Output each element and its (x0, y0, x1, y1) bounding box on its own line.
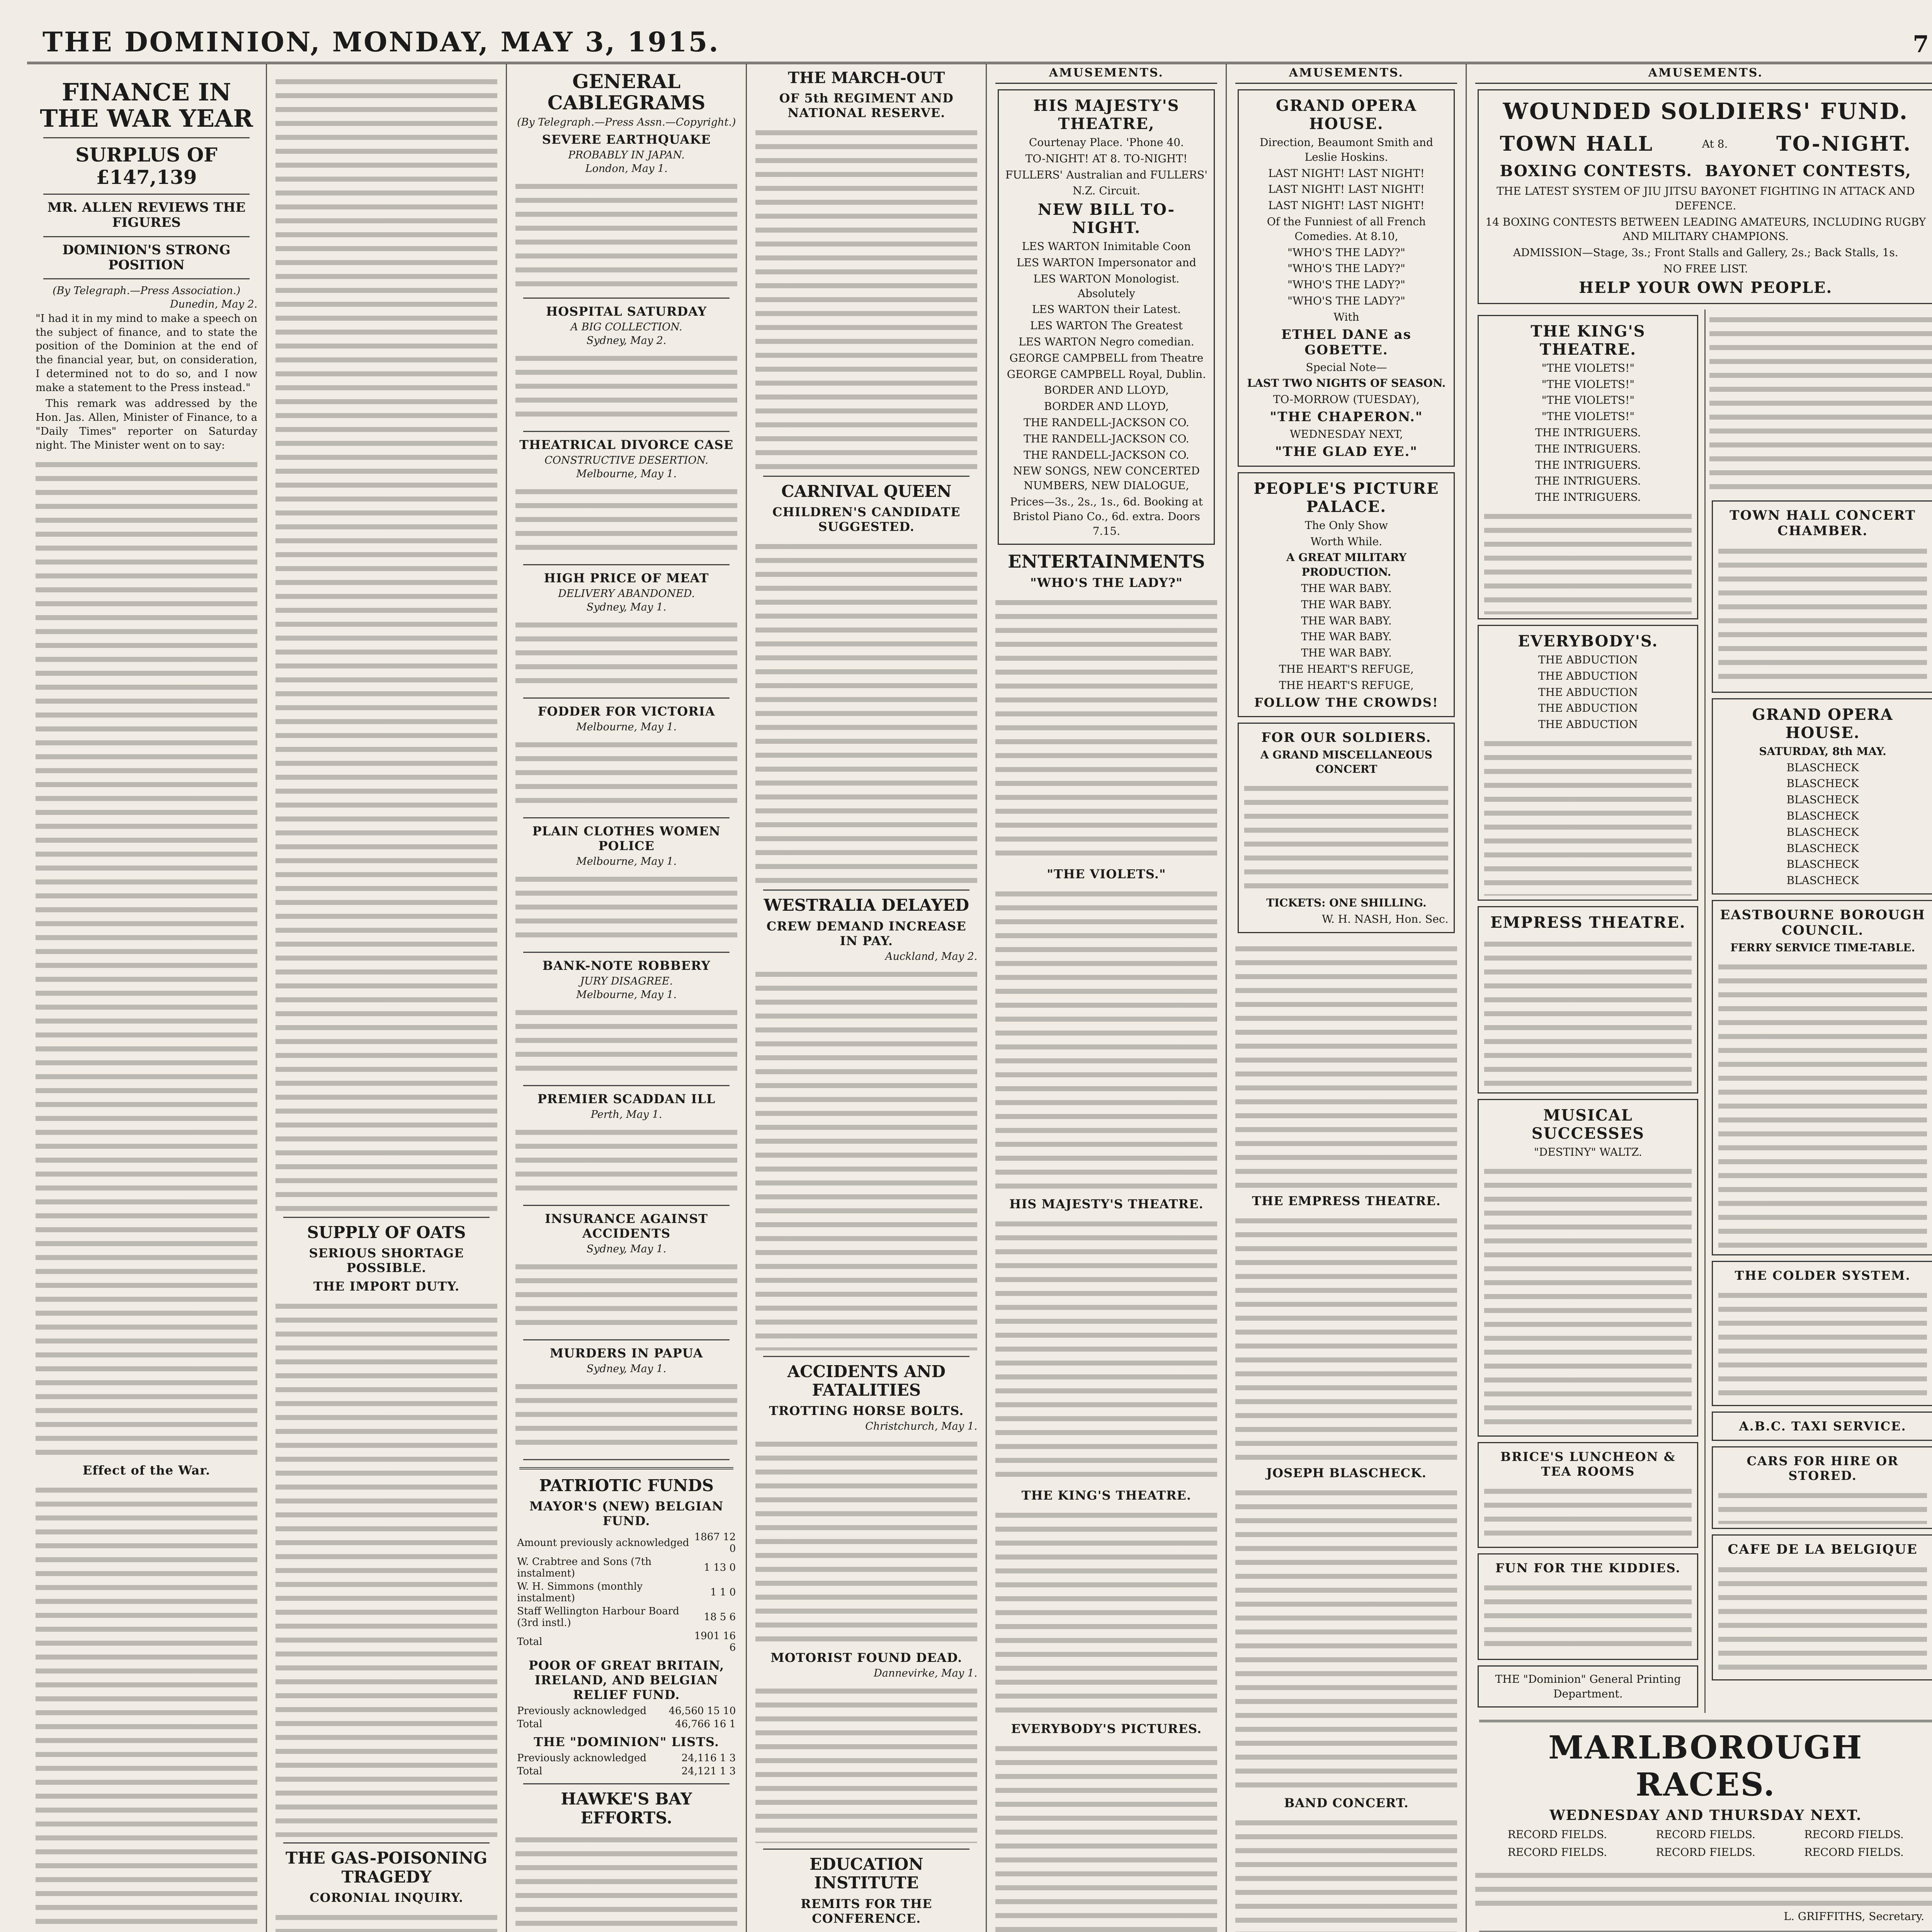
ad-line: LAST NIGHT! LAST NIGHT! (1268, 167, 1425, 180)
ad-line: THE ABDUCTION (1538, 653, 1638, 666)
headline-carnival: CARNIVAL QUEEN (781, 482, 952, 501)
deck-education: REMITS FOR THE CONFERENCE. (801, 1896, 932, 1926)
divider (523, 697, 730, 699)
fund-amount: 24,116 1 3 (681, 1752, 736, 1764)
body-text (515, 615, 737, 692)
record-fields: RECORD FIELDS. (1804, 1828, 1904, 1841)
body-text (755, 1681, 977, 1843)
table-row (515, 1704, 737, 1718)
deck-trotting: TROTTING HORSE BOLTS. (769, 1403, 964, 1418)
deck-inquiry: CORONIAL INQUIRY. (310, 1890, 464, 1905)
cable-list (515, 132, 737, 1460)
fund-item: Amount previously acknowledged (517, 1537, 689, 1549)
body-text (515, 1257, 737, 1334)
ad-line: "WHO'S THE LADY?" (1287, 294, 1405, 307)
act-line: GEORGE CAMPBELL Royal, Dublin. (1007, 367, 1206, 381)
ad-line: THE INTRIGUERS. (1535, 442, 1641, 455)
ad-line: THE WAR BABY. (1301, 582, 1392, 595)
column-cablegrams (507, 64, 747, 1932)
body-text (515, 1122, 737, 1199)
deck-oats: SERIOUS SHORTAGE POSSIBLE. (309, 1246, 464, 1276)
act-line: LES WARTON their Latest. (1032, 303, 1181, 316)
column-advertisements: AMUSEMENTS. WOUNDED SOLDIERS' FUND. TOWN HALL At 8. TO-NIGHT. BOXING CONTESTS. BAYONET CONTESTS, THE LATEST SYSTEM OF JIU JITSU BAYONET FIGHTING IN ATTACK AND DEFENCE. 14 BOXING CONTESTS BETWEEN LEADING AMATEURS, INCLUDING RUGBY AND MILITARY CHAMPIONS. ADMISSION—Stage, 3s.; Front Stalls and Gallery, 2s.; Back Stalls, 1s. NO FREE LIST. HELP YOUR OWN PEOPLE. THE KING'S THEATRE. "THE VIOLETS!" "THE VIOLETS!" "THE VIOLETS!" "THE VIOLETS!" THE INTRIGUERS. THE INTRIGUERS. THE INTRIGUERS. THE INTRIGUERS. THE INTRIGUERS. EVERYBODY'S. THE ABDUCTION THE ABDUCTION THE ABDUCTION THE ABDUCTION THE ABDUCTION EMPRESS THEATRE. MUSICAL SUCCESSES "DESTINY" WALTZ. BRICE'S LUNCHEON & TEA ROOMS FUN FOR THE KIDDIES. THE "Dominion" General Printing Department. TOWN HALL CONCERT CHAMBER. GRAND OPERA HOUSE. SATURDAY, 8th MAY. BLASCHECK BLASCHECK BLASCHECK BLASCHECK BLASCHECK BLASCHECK BLASCHECK BLASCHECK EASTBOURNE BOROUGH COUNCIL. FERRY SERVICE TIME-TABLE. THE COLDER SYSTEM. A.B.C. TAXI SERVICE. CARS FOR HIRE OR STORED. CAFE DE LA BELGIQUE MARLBOROUGH RACES. WEDNESDAY AND THURSDAY NEXT. RECORD FIELDS. RECORD FIELDS. RECORD FIELDS. RECORD FIELDS. RECORD FIELDS. RECORD FIELDS. L. GRIFFITHS, Secretary. (1467, 64, 1932, 1932)
body-text (276, 1907, 497, 1932)
ad-line: BLASCHECK (1786, 874, 1859, 887)
fund-table (515, 1752, 737, 1778)
ad-dominion-printing: THE "Dominion" General Printing Department. (1478, 1665, 1698, 1708)
cable-sub: DELIVERY ABANDONED. (558, 588, 695, 600)
column-amusements-1: AMUSEMENTS. HIS MAJESTY'S THEATRE, Courtenay Place. 'Phone 40. TO-NIGHT! AT 8. TO-NIGHT! FULLERS' Australian and FULLERS' N.Z. Circuit. NEW BILL TO-NIGHT. LES WARTON Inimitable Coon LES WARTON Impersonator and LES WARTON Monologist. Absolutely LES WARTON their Latest. LES WARTON The Greatest LES WARTON Negro comedian. GEORGE CAMPBELL from Theatre GEORGE CAMPBELL Royal, Dublin. BORDER AND LLOYD, BORDER AND LLOYD, THE RANDELL-JACKSON CO. THE RANDELL-JACKSON CO. THE RANDELL-JACKSON CO. NEW SONGS, NEW CONCERTED NUMBERS, NEW DIALOGUE, Prices—3s., 2s., 1s., 6d. Booking at Bristol Piano Co., 6d. extra. Doors 7.15. ENTERTAINMENTS "WHO'S THE LADY?" "THE VIOLETS." HIS MAJESTY'S THEATRE. THE KING'S THEATRE. EVERYBODY'S PICTURES. (987, 64, 1227, 1932)
column-local: THE MARCH-OUT OF 5th REGIMENT AND NATIONAL RESERVE. CARNIVAL QUEEN CHILDREN'S CANDIDATE SUGGESTED. WESTRALIA DELAYED CREW DEMAND INCREASE IN PAY. Auckland, May 2. ACCIDENTS AND FATALITIES TROTTING HORSE BOLTS. Christchurch, May 1. MOTORIST FOUND DEAD. Dannevirke, May 1. EDUCATION INSTITUTE REMITS FOR THE CONFERENCE. (747, 64, 987, 1932)
fund-item: W. Crabtree and Sons (7th instalment) (517, 1556, 652, 1580)
headline-march: THE MARCH-OUT (788, 69, 945, 87)
deck-import-duty: THE IMPORT DUTY. (313, 1279, 460, 1294)
ad-cars: CARS FOR HIRE OR STORED. (1712, 1446, 1932, 1529)
ad-line: BLASCHECK (1786, 761, 1859, 774)
subhead-war: Effect of the War. (82, 1463, 211, 1478)
body-text (276, 71, 497, 1211)
section-amusements: AMUSEMENTS. (1235, 64, 1457, 84)
fund-dominion: THE "DOMINION" LISTS. (534, 1735, 719, 1750)
cable-sub: A BIG COLLECTION. (570, 321, 682, 333)
divider (523, 431, 730, 432)
body-text (1235, 1813, 1457, 1932)
deck-motorist: MOTORIST FOUND DEAD. (770, 1650, 963, 1665)
credit: (By Telegraph.—Press Assn.—Copyright.) (517, 116, 736, 128)
ad-fun: FUN FOR THE KIDDIES. (1478, 1553, 1698, 1660)
ad-eastbourne: EASTBOURNE BOROUGH COUNCIL. FERRY SERVICE TIME-TABLE. (1712, 900, 1932, 1255)
cable-title: SEVERE EARTHQUAKE (542, 132, 711, 147)
divider (523, 1459, 730, 1460)
table-row (515, 1580, 737, 1605)
ad-line: THE HEART'S REFUGE, (1279, 679, 1414, 692)
act-line: THE RANDELL-JACKSON CO. (1023, 416, 1189, 429)
ad-line: THE INTRIGUERS. (1535, 458, 1641, 471)
ad-line: BLASCHECK (1786, 793, 1859, 806)
record-fields: RECORD FIELDS. (1507, 1846, 1607, 1859)
body-text (1235, 1483, 1457, 1792)
fund-item: Staff Wellington Harbour Board (3rd instl.) (517, 1605, 679, 1629)
body-text (995, 592, 1217, 863)
act-line: GEORGE CAMPBELL from Theatre (1009, 351, 1204, 364)
fund-item: Previously acknowledged (517, 1705, 646, 1717)
ad-line: "WHO'S THE LADY?" (1287, 262, 1405, 275)
fund-item: Previously acknowledged (517, 1752, 646, 1764)
divider (523, 1339, 730, 1340)
ad-soldiers: FOR OUR SOLDIERS. A GRAND MISCELLANEOUS CONCERT TICKETS: ONE SHILLING. W. H. NASH, Hon. Sec. (1238, 723, 1455, 933)
body-text (515, 176, 737, 292)
column-amusements-2: AMUSEMENTS. GRAND OPERA HOUSE. Direction, Beaumont Smith and Leslie Hoskins. LAST NIGHT! LAST NIGHT! LAST NIGHT! LAST NIGHT! LAST NIGHT! LAST NIGHT! Of the Funniest of all French Comedies. At 8.10, "WHO'S THE LADY?" "WHO'S THE LADY?" "WHO'S THE LADY?" "WHO'S THE LADY?" With ETHEL DANE as GOBETTE. Special Note— LAST TWO NIGHTS OF SEASON. TO-MORROW (TUESDAY), "THE CHAPERON." WEDNESDAY NEXT, "THE GLAD EYE." PEOPLE'S PICTURE PALACE. The Only Show Worth While. A GREAT MILITARY PRODUCTION. THE WAR BABY. THE WAR BABY. THE WAR BABY. THE WAR BABY. THE WAR BABY. THE HEART'S REFUGE, THE HEART'S REFUGE, FOLLOW THE CROWDS! FOR OUR SOLDIERS. A GRAND MISCELLANEOUS CONCERT TICKETS: ONE SHILLING. W. H. NASH, Hon. Sec. THE EMPRESS THEATRE. JOSEPH BLASCHECK. BAND CONCERT. (1227, 64, 1467, 1932)
body-text (36, 454, 257, 1459)
body-text (995, 1738, 1217, 1932)
cable-dateline: Sydney, May 1. (586, 1243, 667, 1255)
divider (523, 1205, 730, 1206)
ad-line: LAST NIGHT! LAST NIGHT! (1268, 199, 1425, 212)
cable-dateline: London, May 1. (585, 163, 668, 175)
divider (523, 952, 730, 953)
ad-line: THE INTRIGUERS. (1535, 491, 1641, 504)
divider (523, 564, 730, 565)
headline-accidents: ACCIDENTS AND FATALITIES (787, 1362, 946, 1400)
act-line: BORDER AND LLOYD, (1044, 384, 1169, 397)
headline-entertainments: ENTERTAINMENTS (1008, 551, 1205, 572)
fund-poor: POOR OF GREAT BRITAIN, IRELAND, AND BELGIAN RELIEF FUND. (528, 1658, 724, 1702)
fund-amount: 46,766 16 1 (675, 1718, 736, 1730)
divider (523, 817, 730, 818)
headline-westralia: WESTRALIA DELAYED (764, 896, 969, 915)
ad-kings: THE KING'S THEATRE. "THE VIOLETS!" "THE VIOLETS!" "THE VIOLETS!" "THE VIOLETS!" THE INTRIGUERS. THE INTRIGUERS. THE INTRIGUERS. THE INTRIGUERS. THE INTRIGUERS. (1478, 315, 1698, 619)
ad-line: BLASCHECK (1786, 825, 1859, 838)
ad-line: Worth While. (1310, 535, 1383, 548)
fund-item: Total (517, 1765, 543, 1777)
lead-paragraph: "I had it in my mind to make a speech on the subject of finance, and to state the position of the Dominion at the end of the financial year, but, on consideration, I determined not to do so, and I now make a statement to the Press instead." (36, 312, 258, 394)
headline-finance: FINANCE IN THE WAR YEAR (40, 78, 253, 133)
cable-sub: CONSTRUCTIVE DESERTION. (544, 454, 709, 466)
headline-education: EDUCATION INSTITUTE (809, 1855, 923, 1893)
record-fields: RECORD FIELDS. (1656, 1828, 1755, 1841)
table-row (515, 1605, 737, 1629)
ad-line: "THE VIOLETS!" (1541, 378, 1635, 391)
act-line: LES WARTON Impersonator and (1016, 256, 1196, 269)
fund-item: Total (517, 1718, 543, 1730)
cable-sub: PROBABLY IN JAPAN. (568, 149, 685, 161)
ad-his-majestys: HIS MAJESTY'S THEATRE, Courtenay Place. 'Phone 40. TO-NIGHT! AT 8. TO-NIGHT! FULLERS' Australian and FULLERS' N.Z. Circuit. NEW BILL TO-NIGHT. LES WARTON Inimitable Coon LES WARTON Impersonator and LES WARTON Monologist. Absolutely LES WARTON their Latest. LES WARTON The Greatest LES WARTON Negro comedian. GEORGE CAMPBELL from Theatre GEORGE CAMPBELL Royal, Dublin. BORDER AND LLOYD, BORDER AND LLOYD, THE RANDELL-JACKSON CO. THE RANDELL-JACKSON CO. THE RANDELL-JACKSON CO. NEW SONGS, NEW CONCERTED NUMBERS, NEW DIALOGUE, Prices—3s., 2s., 1s., 6d. Booking at Bristol Piano Co., 6d. extra. Doors 7.15. (998, 89, 1215, 545)
body-text (755, 1434, 977, 1646)
body-text (1235, 1211, 1457, 1462)
cable-title: MURDERS IN PAPUA (549, 1346, 703, 1361)
body-text (515, 1830, 737, 1932)
body-text (755, 536, 977, 884)
body-text (515, 869, 737, 946)
dateline: Dunedin, May 2. (170, 298, 258, 310)
ad-line: THE WAR BABY. (1301, 598, 1392, 611)
body-text (995, 1214, 1217, 1484)
divider (523, 1085, 730, 1086)
ad-line: "THE VIOLETS!" (1541, 410, 1635, 423)
subhead-surplus: SURPLUS OF £147,139 (75, 143, 218, 189)
record-fields: RECORD FIELDS. (1507, 1828, 1607, 1841)
ad-peoples: PEOPLE'S PICTURE PALACE. The Only Show Worth While. A GREAT MILITARY PRODUCTION. THE WAR BABY. THE WAR BABY. THE WAR BABY. THE WAR BABY. THE WAR BABY. THE HEART'S REFUGE, THE HEART'S REFUGE, FOLLOW THE CROWDS! (1238, 472, 1455, 717)
cable-dateline: Sydney, May 2. (586, 335, 667, 347)
table-row (515, 1752, 737, 1765)
fund-table (515, 1531, 737, 1654)
cable-dateline: Melbourne, May 1. (576, 989, 677, 1001)
ad-empress: EMPRESS THEATRE. (1478, 906, 1698, 1094)
ad-musical: MUSICAL SUCCESSES "DESTINY" WALTZ. (1478, 1099, 1698, 1437)
body-text (755, 1928, 977, 1932)
ad-everybodys: EVERYBODY'S. THE ABDUCTION THE ABDUCTION THE ABDUCTION THE ABDUCTION THE ABDUCTION (1478, 625, 1698, 901)
ad-line: THE INTRIGUERS. (1535, 474, 1641, 488)
cable-title: THEATRICAL DIVORCE CASE (519, 437, 734, 452)
fund-belgian: MAYOR'S (NEW) BELGIAN FUND. (529, 1499, 724, 1529)
cable-dateline: Melbourne, May 1. (576, 468, 677, 480)
ad-line: THE ABDUCTION (1538, 685, 1638, 699)
fund-amount: 24,121 1 3 (681, 1765, 736, 1777)
body-text (515, 1376, 737, 1454)
fund-amount: 46,560 15 10 (668, 1705, 736, 1717)
ad-line: BLASCHECK (1786, 842, 1859, 855)
cable-sub: JURY DISAGREE. (580, 975, 673, 987)
page-number: 7 (1913, 31, 1929, 58)
paragraph: This remark was addressed by the Hon. Jas. Allen, Minister of Finance, to a "Daily Times" reporter on Saturday night. The Minister went on to say: (36, 397, 258, 451)
deck-dominion: DOMINION'S STRONG POSITION (62, 242, 231, 273)
fund-item: Total (517, 1636, 543, 1648)
cable-dateline: Melbourne, May 1. (576, 855, 677, 867)
divider (523, 298, 730, 299)
column-finance (27, 64, 267, 1932)
ad-brices: BRICE'S LUNCHEON & TEA ROOMS (1478, 1442, 1698, 1548)
act-line: LES WARTON Negro comedian. (1019, 335, 1194, 348)
body-text (515, 481, 737, 559)
fund-amount: 1 1 0 (710, 1587, 736, 1599)
deck-carnival: CHILDREN'S CANDIDATE SUGGESTED. (772, 505, 961, 534)
act-line: LES WARTON The Greatest (1030, 319, 1183, 332)
cable-dateline: Sydney, May 1. (586, 1363, 667, 1375)
ad-line: FULLERS' Australian and FULLERS' (1005, 168, 1208, 181)
body-text (515, 1002, 737, 1080)
table-row (515, 1629, 737, 1654)
headline-patriotic: PATRIOTIC FUNDS (539, 1476, 714, 1495)
fund-amount: 1901 16 6 (694, 1630, 736, 1654)
masthead (27, 15, 1932, 64)
ad-line: N.Z. Circuit. (1072, 184, 1140, 197)
cable-title: PREMIER SCADDAN ILL (537, 1092, 716, 1106)
ad-line: "THE VIOLETS!" (1541, 394, 1635, 407)
ad-colder: THE COLDER SYSTEM. (1712, 1261, 1932, 1406)
section-amusements: AMUSEMENTS. (1475, 64, 1932, 84)
cable-title: INSURANCE AGAINST ACCIDENTS (545, 1211, 708, 1241)
ad-abc: A.B.C. TAXI SERVICE. (1712, 1412, 1932, 1441)
cable-dateline: Perth, May 1. (590, 1109, 662, 1121)
ad-line: BLASCHECK (1786, 777, 1859, 790)
headline-hawkes: HAWKE'S BAY EFFORTS. (561, 1789, 692, 1827)
table-row (515, 1531, 737, 1555)
record-fields: RECORD FIELDS. (1804, 1846, 1904, 1859)
act-line: THE RANDELL-JACKSON CO. (1023, 432, 1189, 445)
body-text (515, 735, 737, 812)
ad-line: THE HEART'S REFUGE, (1279, 662, 1414, 675)
ad-line: "WHO'S THE LADY?" (1287, 278, 1405, 291)
body-text (276, 1296, 497, 1837)
cable-dateline: Sydney, May 1. (586, 601, 667, 613)
fund-amount: 1 13 0 (704, 1562, 736, 1574)
ad-line: THE WAR BABY. (1301, 630, 1392, 643)
ad-wounded-soldiers: WOUNDED SOLDIERS' FUND. TOWN HALL At 8. TO-NIGHT. BOXING CONTESTS. BAYONET CONTESTS, THE LATEST SYSTEM OF JIU JITSU BAYONET FIGHTING IN ATTACK AND DEFENCE. 14 BOXING CONTESTS BETWEEN LEADING AMATEURS, INCLUDING RUGBY AND MILITARY CHAMPIONS. ADMISSION—Stage, 3s.; Front Stalls and Gallery, 2s.; Back Stalls, 1s. NO FREE LIST. HELP YOUR OWN PEOPLE. (1478, 89, 1932, 304)
cable-title: HIGH PRICE OF MEAT (544, 571, 709, 585)
act-line: LES WARTON Inimitable Coon (1022, 240, 1191, 253)
ad-line: The Only Show (1304, 519, 1388, 532)
act-line: LES WARTON Monologist. Absolutely (1033, 272, 1180, 300)
deck-westralia: CREW DEMAND INCREASE IN PAY. (766, 918, 966, 948)
cable-title: PLAIN CLOTHES WOMEN POLICE (532, 824, 721, 853)
credit: (By Telegraph.—Press Association.) (52, 284, 241, 297)
ad-grand-opera: GRAND OPERA HOUSE. Direction, Beaumont Smith and Leslie Hoskins. LAST NIGHT! LAST NIGHT! LAST NIGHT! LAST NIGHT! LAST NIGHT! LAST NIGHT! Of the Funniest of all French Comedies. At 8.10, "WHO'S THE LADY?" "WHO'S THE LADY?" "WHO'S THE LADY?" "WHO'S THE LADY?" With ETHEL DANE as GOBETTE. Special Note— LAST TWO NIGHTS OF SEASON. TO-MORROW (TUESDAY), "THE CHAPERON." WEDNESDAY NEXT, "THE GLAD EYE." (1238, 89, 1455, 467)
record-fields: RECORD FIELDS. (1656, 1846, 1755, 1859)
columns (27, 64, 1932, 1932)
fund-amount: 1867 12 0 (694, 1531, 736, 1555)
ad-line: THE ABDUCTION (1538, 718, 1638, 731)
paper-title: THE DOMINION, MONDAY, MAY 3, 1915. (43, 26, 720, 58)
body-text (995, 884, 1217, 1193)
headline-cablegrams: GENERAL CABLEGRAMS (547, 70, 706, 114)
ad-line: THE ABDUCTION (1538, 702, 1638, 715)
cable-title: BANK-NOTE ROBBERY (542, 958, 711, 973)
table-row (515, 1765, 737, 1778)
headline-gas: THE GAS-POISONING TRAGEDY (285, 1849, 488, 1886)
section-amusements: AMUSEMENTS. (995, 64, 1217, 84)
ad-line: LAST NIGHT! LAST NIGHT! (1268, 183, 1425, 196)
ad-town-hall-concert: TOWN HALL CONCERT CHAMBER. (1712, 500, 1932, 693)
column-news (267, 64, 507, 1932)
cable-dateline: Melbourne, May 1. (576, 721, 677, 733)
body-text (995, 1505, 1217, 1718)
fund-item: W. H. Simmons (monthly instalment) (517, 1581, 643, 1604)
act-line: BORDER AND LLOYD, (1044, 400, 1169, 413)
ad-line: THE WAR BABY. (1301, 646, 1392, 660)
fund-table (515, 1704, 737, 1731)
table-row (515, 1555, 737, 1580)
ad-line: TO-NIGHT! AT 8. TO-NIGHT! (1025, 152, 1188, 165)
ad-line: THE ABDUCTION (1538, 669, 1638, 682)
deck-allen: MR. ALLEN REVIEWS THE FIGURES (47, 200, 246, 231)
fund-amount: 18 5 6 (704, 1611, 736, 1623)
ad-cafe: CAFE DE LA BELGIQUE (1712, 1534, 1932, 1680)
ad-line: "THE VIOLETS!" (1541, 361, 1635, 374)
cable-title: HOSPITAL SATURDAY (546, 304, 707, 319)
headline-oats: SUPPLY OF OATS (307, 1223, 466, 1242)
body-text (1235, 939, 1457, 1190)
ad-grand-opera-2: GRAND OPERA HOUSE. SATURDAY, 8th MAY. BLASCHECK BLASCHECK BLASCHECK BLASCHECK BLASCHECK BLASCHECK BLASCHECK BLASCHECK (1712, 698, 1932, 895)
body-text (515, 348, 737, 425)
table-row (515, 1718, 737, 1731)
deck-march: OF 5th REGIMENT AND NATIONAL RESERVE. (779, 91, 954, 120)
body-text (36, 1480, 257, 1932)
body-text (755, 122, 977, 470)
ad-line: "WHO'S THE LADY?" (1287, 246, 1405, 259)
ad-line: THE WAR BABY. (1301, 614, 1392, 627)
cable-title: FODDER FOR VICTORIA (537, 704, 715, 719)
ad-line: THE INTRIGUERS. (1535, 426, 1641, 439)
act-line: THE RANDELL-JACKSON CO. (1023, 448, 1189, 461)
ad-line: BLASCHECK (1786, 809, 1859, 822)
ad-marlborough: MARLBOROUGH RACES. (1548, 1729, 1863, 1804)
body-text (755, 964, 977, 1350)
ad-line: BLASCHECK (1786, 858, 1859, 871)
